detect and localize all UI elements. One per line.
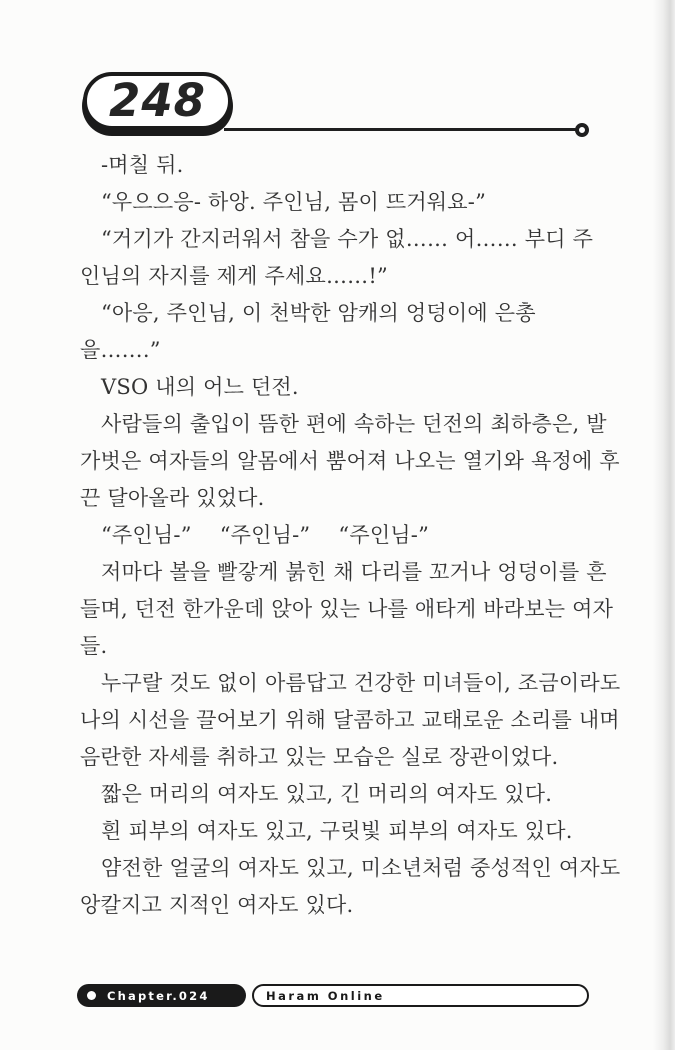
text-line: “아응, 주인님, 이 천박한 암캐의 엉덩이에 은총 (101, 301, 536, 325)
text-line: 음란한 자세를 취하고 있는 모습은 실로 장관이었다. (80, 745, 559, 769)
chapter-badge (77, 984, 246, 1007)
text-line: 사람들의 출입이 뜸한 편에 속하는 던전의 최하층은, 발 (101, 412, 607, 436)
page-edge-shadow (653, 0, 675, 1050)
header-rule-end-ring-icon (575, 123, 589, 137)
text-line: VSO 내의 어느 던전. (101, 375, 299, 399)
body-text (80, 147, 621, 924)
text-line: “주인님-” “주인님-” “주인님-” (101, 523, 430, 547)
text-line: 짧은 머리의 여자도 있고, 긴 머리의 여자도 있다. (101, 782, 553, 806)
book-title-label: Haram Online (266, 988, 385, 1003)
header-rule (224, 128, 579, 131)
text-line: 나의 시선을 끌어보기 위해 달콤하고 교태로운 소리를 내며 (80, 708, 620, 732)
text-line: 들며, 던전 한가운데 앉아 있는 나를 애타게 바라보는 여자 (80, 597, 614, 621)
text-line: 얌전한 얼굴의 여자도 있고, 미소년처럼 중성적인 여자도 (101, 856, 621, 880)
text-line: 들. (80, 634, 108, 658)
text-line: 끈 달아올라 있었다. (80, 486, 265, 510)
chapter-label: Chapter.024 (107, 988, 210, 1003)
text-line: “거기가 간지러워서 참을 수가 없…… 어…… 부디 주 (101, 227, 594, 251)
text-line: 앙칼지고 지적인 여자도 있다. (80, 893, 354, 917)
page-number-badge (83, 72, 232, 130)
text-line: “우으으응- 하앙. 주인님, 몸이 뜨거워요-” (101, 190, 487, 214)
text-line: 누구랄 것도 없이 아름답고 건강한 미녀들이, 조금이라도 (101, 671, 621, 695)
text-line: 흰 피부의 여자도 있고, 구릿빛 피부의 여자도 있다. (101, 819, 573, 843)
page-number: 248 (109, 73, 206, 127)
text-line: 인님의 자지를 제게 주세요……!” (80, 264, 388, 288)
book-title-badge (252, 984, 589, 1007)
text-line: 저마다 볼을 빨갛게 붉힌 채 다리를 꼬거나 엉덩이를 흔 (101, 560, 607, 584)
bullet-dot-icon (87, 991, 96, 1000)
text-line: 을…….” (80, 338, 161, 362)
text-line: -며칠 뒤. (101, 153, 184, 177)
text-line: 가벗은 여자들의 알몸에서 뿜어져 나오는 열기와 욕정에 후 (80, 449, 620, 473)
